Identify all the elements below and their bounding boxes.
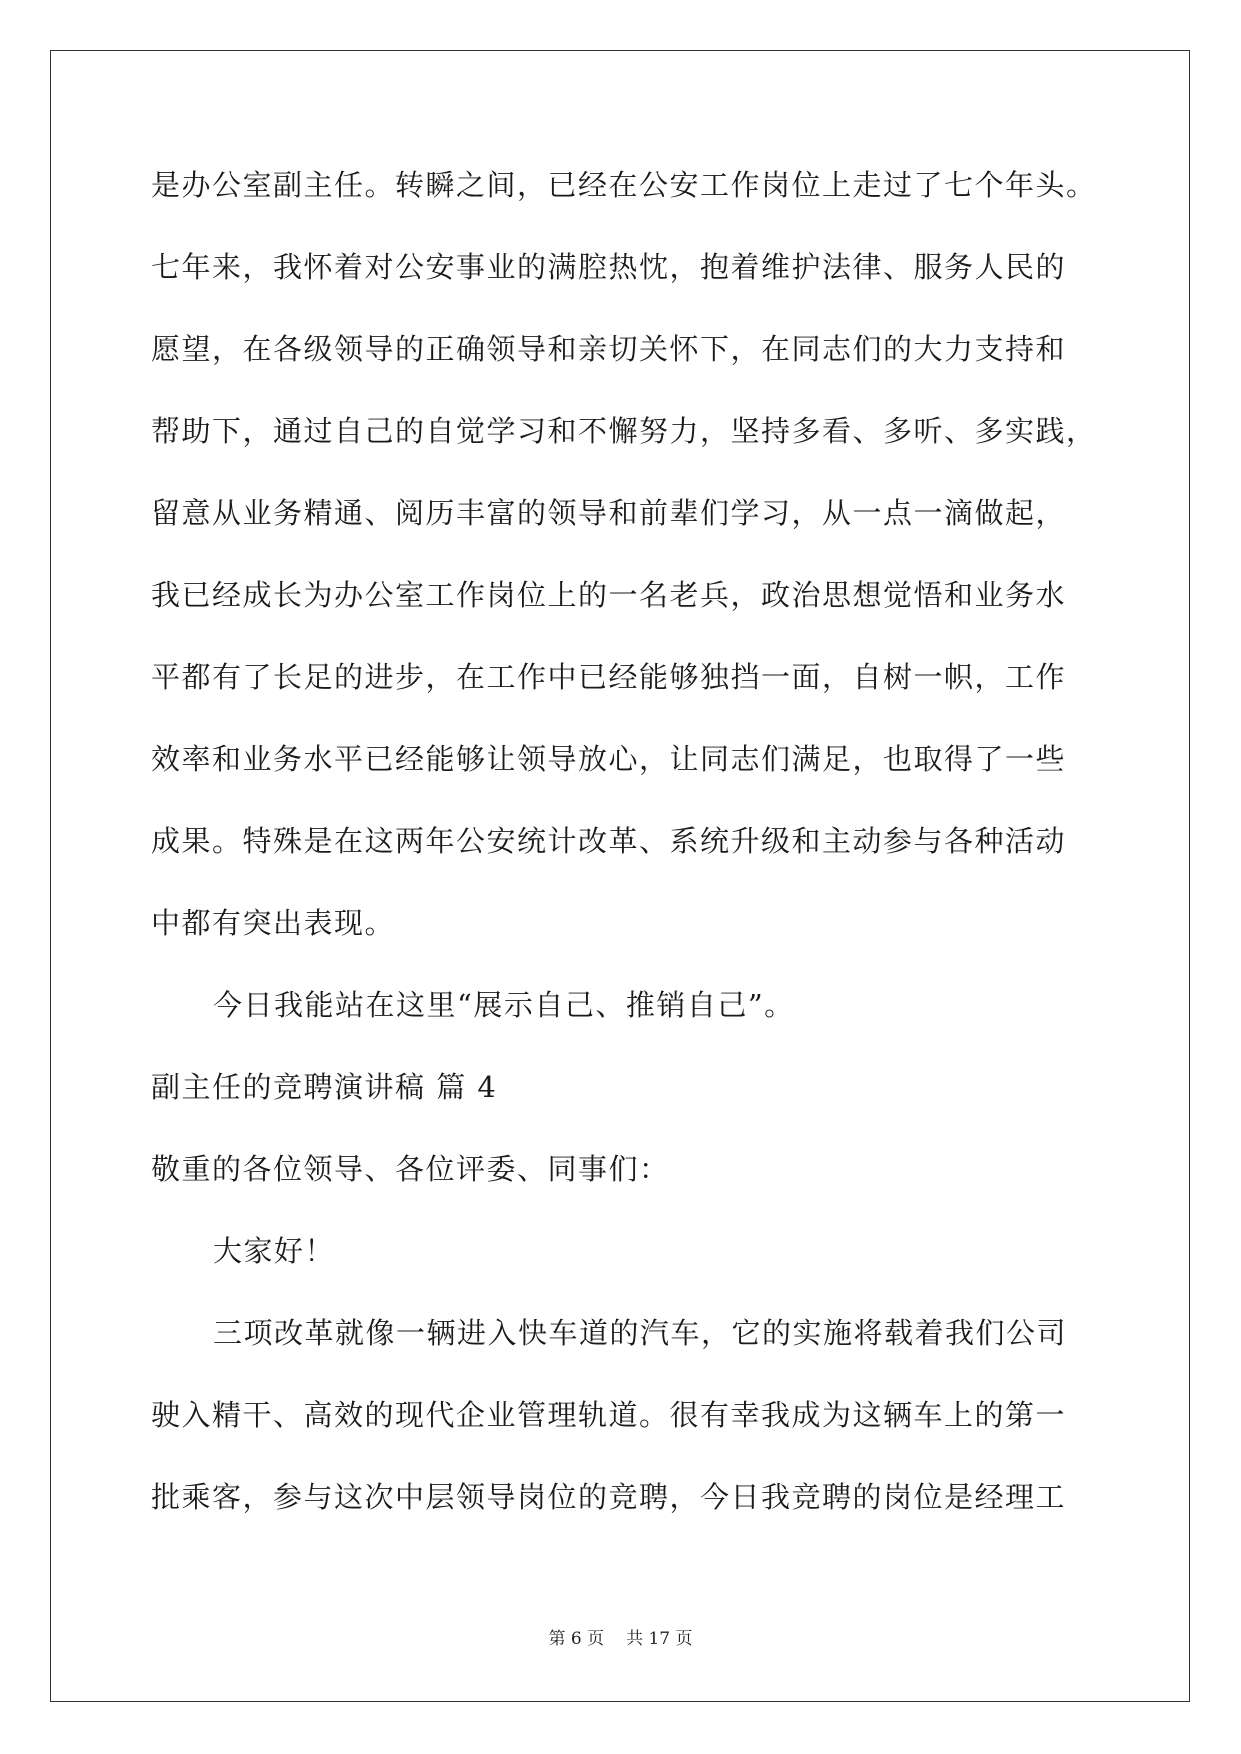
text-line: 批乘客，参与这次中层领导岗位的竞聘，今日我竞聘的岗位是经理工 (151, 1480, 1067, 1514)
text-line: 效率和业务水平已经能够让领导放心，让同志们满足，也取得了一些 (151, 742, 1067, 776)
text-line: 中都有突出表现。 (151, 906, 396, 940)
text-line: 平都有了长足的进步，在工作中已经能够独挡一面，自树一帜，工作 (151, 660, 1067, 694)
page-footer (0, 1624, 1241, 1649)
text-line: 成果。特殊是在这两年公安统计改革、系统升级和主动参与各种活动 (151, 824, 1067, 858)
text-line: 三项改革就像一辆进入快车道的汽车，它的实施将载着我们公司 (213, 1316, 1068, 1350)
page-total: 共 17 页 (626, 1629, 693, 1649)
salutation: 敬重的各位领导、各位评委、同事们： (151, 1152, 670, 1186)
text-line: 留意从业务精通、阅历丰富的领导和前辈们学习，从一点一滴做起， (151, 496, 1067, 530)
text-line: 今日我能站在这里“展示自己、推销自己”。 (213, 988, 795, 1022)
page-number: 第 6 页 (548, 1629, 605, 1649)
document-body (151, 160, 1097, 1554)
greeting: 大家好！ (213, 1234, 336, 1268)
text-line: 愿望，在各级领导的正确领导和亲切关怀下，在同志们的大力支持和 (151, 332, 1067, 366)
section-heading: 副主任的竞聘演讲稿 篇 4 (151, 1070, 498, 1104)
text-line: 是办公室副主任。转瞬之间，已经在公安工作岗位上走过了七个年头。 (151, 168, 1097, 202)
text-line: 我已经成长为办公室工作岗位上的一名老兵，政治思想觉悟和业务水 (151, 578, 1067, 612)
text-line: 帮助下，通过自己的自觉学习和不懈努力，坚持多看、多听、多实践， (151, 414, 1097, 448)
text-line: 七年来，我怀着对公安事业的满腔热忱，抱着维护法律、服务人民的 (151, 250, 1067, 284)
text-line: 驶入精干、高效的现代企业管理轨道。很有幸我成为这辆车上的第一 (151, 1398, 1067, 1432)
